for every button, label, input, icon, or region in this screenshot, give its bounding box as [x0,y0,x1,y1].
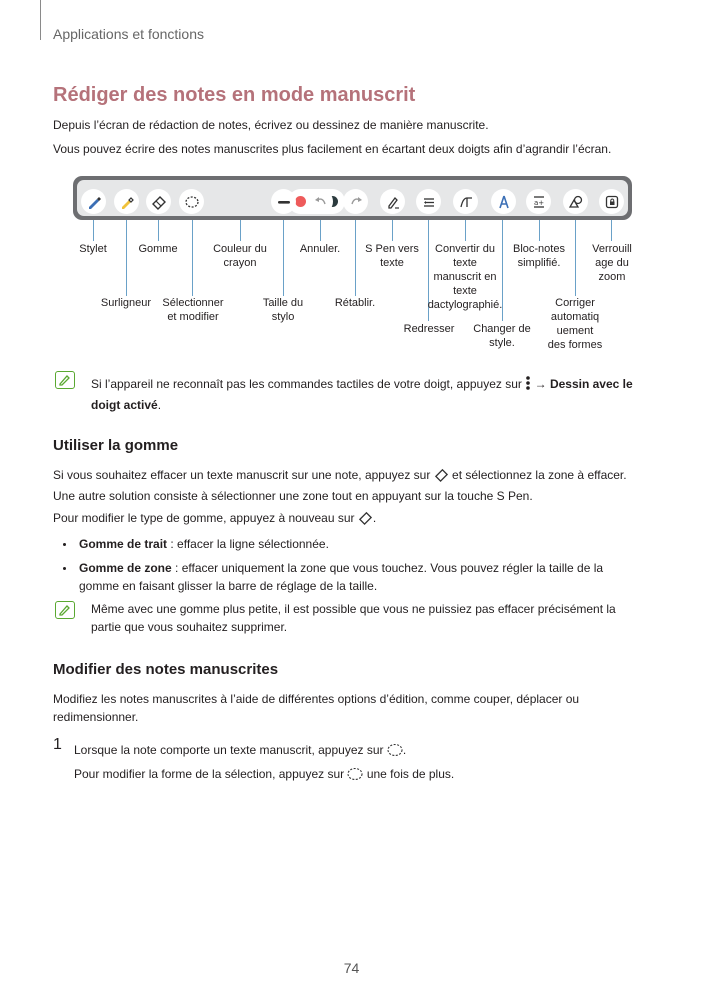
redo-icon[interactable] [343,189,368,214]
text: Pour modifier le type de gomme, appuyez à nouveau sur [53,511,355,525]
text: et sélectionnez la zone à effacer. [452,468,627,482]
label-verrouillage: Verrouill age du zoom [592,243,632,283]
label-selectionner: Sélectionner et modifier [162,297,224,323]
label-taille: Taille du stylo [262,297,304,323]
note-text: Si l’appareil ne reconnaît pas les commandes tactiles de votre doigt, appuyez sur [91,377,522,391]
intro-paragraph-2: Vous pouvez écrire des notes manuscrites plus facilement en écartant deux doigts afin d’agrandir l’écran. [53,142,612,156]
undo-icon[interactable] [308,189,333,214]
note-finger-drawing [91,375,651,414]
text: partie que vous souhaitez supprimer. [91,620,288,634]
side-rule [40,0,41,40]
pen-size-icon[interactable] [271,189,296,214]
section-header: Applications et fonctions [53,26,204,42]
auto-shape-icon[interactable] [563,189,588,214]
more-options-icon [525,375,531,396]
leader-line [392,220,393,241]
text: Modifiez les notes manuscrites à l’aide de différentes options d’édition, comme couper, déplacer ou [53,692,580,706]
leader-line [355,220,356,296]
page-number: 74 [343,960,360,976]
term: Gomme de zone [79,561,172,575]
eraser-icon [358,510,373,530]
eraser-icon [434,467,449,487]
note-bold-1: Dessin avec le [549,377,633,391]
leader-line [283,220,284,296]
note-icon [55,371,75,389]
gomme-paragraph-2 [53,509,376,530]
lasso-select-icon[interactable] [179,189,204,214]
step-1-detail [74,765,454,786]
label-convertir: Convertir du texte manuscrit en texte dactylographié. [427,243,503,311]
zoom-lock-icon[interactable] [599,189,624,214]
text: redimensionner. [53,710,139,724]
svg-text:a+: a+ [533,198,544,207]
label-annuler: Annuler. [299,243,341,255]
bullet [63,567,66,570]
label-bloc-notes: Bloc-notes simplifié. [513,243,565,269]
intro-paragraph-1: Depuis l’écran de rédaction de notes, écrivez ou dessinez de manière manuscrite. [53,118,489,132]
text: : effacer la ligne sélectionnée. [167,537,329,551]
label-stylet: Stylet [79,243,107,255]
straighten-icon[interactable] [416,189,441,214]
text: Lorsque la note comporte un texte manuscrit, appuyez sur [74,743,384,757]
leader-line [320,220,321,241]
label-couleur: Couleur du crayon [213,243,267,269]
pen-to-text-icon[interactable] [380,189,405,214]
eraser-icon[interactable] [146,189,171,214]
bullet [63,543,66,546]
highlighter-icon[interactable] [114,189,139,214]
color-dot-red[interactable] [295,196,306,207]
text: Si vous souhaitez effacer un texte manuscrit sur une note, appuyez sur [53,468,431,482]
leader-line [192,220,193,296]
note-eraser [91,600,681,636]
label-changer-style: Changer de style. [473,323,531,349]
text: Pour modifier la forme de la sélection, appuyez sur [74,767,345,781]
step-number: 1 [53,736,62,753]
label-corriger: Corriger automatiq uement des formes [547,297,603,351]
text: . [372,511,377,525]
text: Même avec une gomme plus petite, il est possible que vous ne puissiez pas effacer précisément la [91,602,616,616]
label-gomme: Gomme [138,243,178,255]
note-end: . [157,398,162,412]
text: une fois de plus. [366,767,455,781]
leader-line [575,220,576,296]
convert-handwriting-icon[interactable] [453,189,478,214]
note-bold-2: doigt activé [91,398,158,412]
leader-line [158,220,159,241]
note-icon [55,601,75,619]
arrow: → [534,377,547,391]
page-title: Rédiger des notes en mode manuscrit [53,84,416,106]
step-1-text [74,741,406,762]
handwriting-toolbar [73,176,632,220]
text: : effacer uniquement la zone que vous touchez. Vous pouvez régler la taille de la [171,561,604,575]
heading-modifier: Modifier des notes manuscrites [53,661,279,678]
label-retablir: Rétablir. [334,297,376,309]
label-redresser: Redresser [403,323,455,335]
bullet-item-1 [79,535,329,553]
leader-line [93,220,94,241]
label-spen-texte: S Pen vers texte [365,243,419,269]
term: Gomme de trait [79,537,168,551]
text: . [402,743,407,757]
leader-line [611,220,612,241]
leader-line [465,220,466,241]
lasso-select-icon [347,767,363,786]
heading-gomme: Utiliser la gomme [53,437,179,454]
text: Une autre solution consiste à sélectionner une zone tout en appuyant sur la touche S Pen. [53,489,533,503]
change-style-icon[interactable] [491,189,516,214]
pen-icon[interactable] [81,189,106,214]
label-surligneur: Surligneur [100,297,152,309]
leader-line [240,220,241,241]
text: gomme en faisant glisser la barre de réglage de la taille. [79,579,378,593]
bullet-item-2 [79,559,679,595]
simplified-notes-icon[interactable] [526,189,551,214]
leader-line [126,220,127,296]
lasso-select-icon [387,743,403,762]
modifier-paragraph [53,690,673,726]
gomme-paragraph-1 [53,466,673,505]
leader-line [539,220,540,241]
